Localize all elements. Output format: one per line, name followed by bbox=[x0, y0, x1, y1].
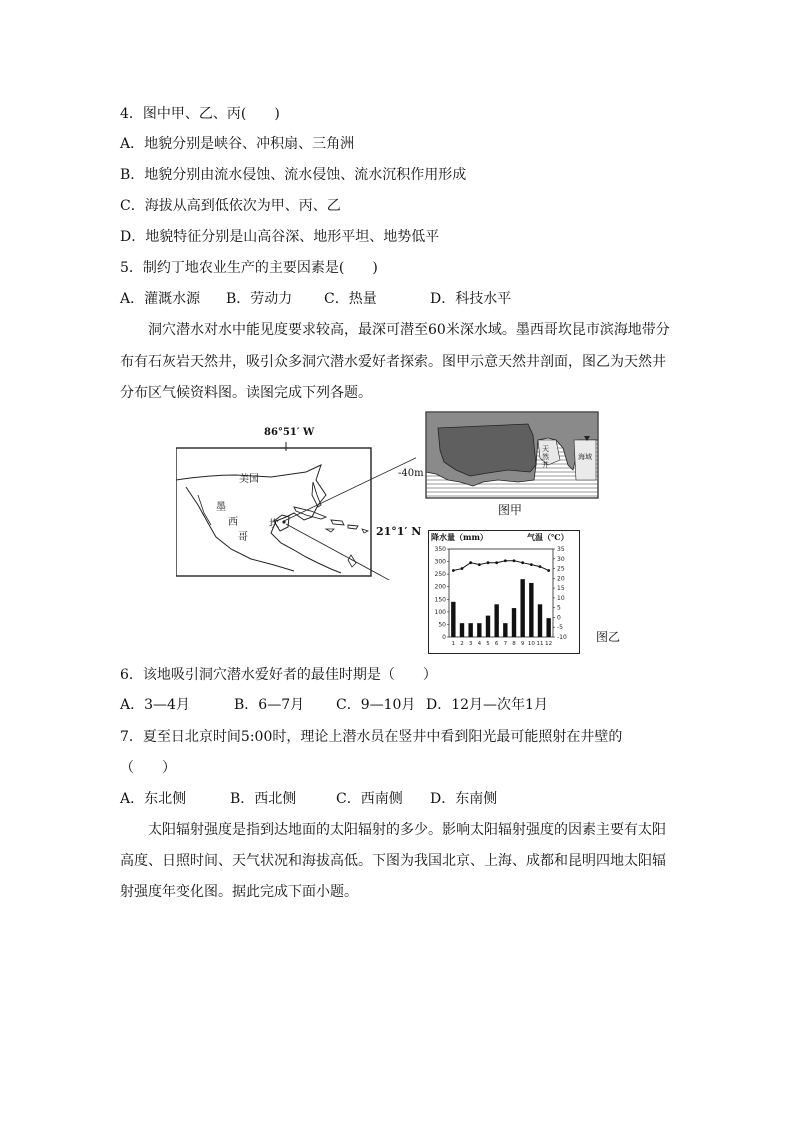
q5-options bbox=[120, 289, 511, 309]
precip-bar-9 bbox=[520, 579, 524, 637]
sea-label-1: 海 bbox=[578, 453, 585, 461]
map-latitude-label: 21°1′ N bbox=[376, 525, 422, 538]
q6-option-d: D．12月—次年1月 bbox=[426, 697, 548, 713]
left-tick-label: 250 bbox=[434, 571, 446, 579]
month-tick-label: 5 bbox=[486, 641, 490, 647]
left-tick-label: 150 bbox=[434, 596, 446, 604]
month-tick-label: 3 bbox=[468, 641, 473, 647]
month-tick-label: 10 bbox=[527, 641, 535, 647]
q7-stem: 7．夏至日北京时间5:00时，理论上潜水员在竖井中看到阳光最可能照射在井壁的 bbox=[120, 729, 623, 745]
q7-option-c: C．西南侧 bbox=[336, 791, 403, 807]
left-tick-label: 100 bbox=[434, 608, 446, 616]
figure-yi-caption: 图乙 bbox=[596, 630, 621, 644]
temperature-point-7 bbox=[504, 559, 507, 562]
temperature-point-11 bbox=[539, 565, 542, 568]
month-tick-label: 4 bbox=[477, 641, 482, 647]
right-tick-label: 35 bbox=[557, 546, 565, 553]
precip-bar-6 bbox=[494, 604, 498, 637]
month-tick-label: 1 bbox=[451, 641, 456, 647]
left-tick-label: 300 bbox=[434, 558, 446, 566]
map-label-cancun: 坎 bbox=[269, 519, 279, 530]
q4-stem: 4．图中甲、乙、丙( ) bbox=[120, 106, 280, 122]
q5-option-a: A．灌溉水源 bbox=[120, 291, 201, 307]
temperature-point-3 bbox=[469, 561, 472, 564]
left-tick-label: 50 bbox=[438, 621, 446, 629]
right-tick-label: 20 bbox=[557, 575, 565, 583]
passage1-line-2: 布有石灰岩天然井，吸引众多洞穴潜水爱好者探索。图甲示意天然井剖面，图乙为天然井 bbox=[120, 354, 666, 370]
q6-option-b: B．6—7月 bbox=[234, 697, 305, 713]
q4-option-c: C．海拔从高到低依次为甲、丙、乙 bbox=[120, 198, 341, 214]
passage2-line-2: 高度、日照时间、天气状况和海拔高低。下图为我国北京、上海、成都和昆明四地太阳辐 bbox=[120, 853, 666, 869]
q5-stem: 5．制约丁地农业生产的主要因素是( ) bbox=[120, 260, 378, 276]
precip-bar-2 bbox=[460, 623, 464, 637]
month-tick-label: 6 bbox=[494, 641, 499, 647]
map-longitude-label: 86°51′ W bbox=[264, 427, 315, 438]
temperature-point-1 bbox=[452, 569, 455, 572]
right-tick-label: 10 bbox=[557, 594, 565, 602]
precip-bar-5 bbox=[486, 616, 490, 637]
q5-option-b: B．劳动力 bbox=[226, 291, 293, 307]
depth-label: -40m bbox=[398, 468, 424, 479]
q5-option-d: D．科技水平 bbox=[430, 291, 512, 307]
q4-option-d: D．地貌特征分别是山高谷深、地形平坦、地势低平 bbox=[120, 229, 440, 245]
map-label-usa: 美国 bbox=[239, 474, 259, 485]
q7-option-b: B．西北侧 bbox=[230, 791, 297, 807]
cross-section-diagram bbox=[398, 410, 600, 502]
q7-options bbox=[120, 789, 497, 809]
month-tick-label: 7 bbox=[503, 641, 508, 647]
precip-bar-4 bbox=[477, 623, 481, 637]
passage1-line-1: 洞穴潜水对水中能见度要求较高，最深可潜至60米深水域。墨西哥坎昆市滨海地带分 bbox=[148, 322, 670, 338]
q6-option-a: A．3—4月 bbox=[120, 697, 190, 713]
right-tick-label: 30 bbox=[557, 555, 565, 563]
right-tick-label: -10 bbox=[557, 634, 567, 641]
right-tick-label: 0 bbox=[557, 614, 561, 622]
temperature-point-5 bbox=[487, 561, 490, 564]
passage2-line-1: 太阳辐射强度是指到达地面的太阳辐射的多少。影响太阳辐射强度的因素主要有太阳 bbox=[148, 822, 666, 838]
map-label-mexico-2: 西 bbox=[228, 517, 238, 528]
left-tick-label: 350 bbox=[434, 546, 446, 553]
left-tick-label: 200 bbox=[434, 583, 446, 591]
month-tick-label: 8 bbox=[512, 641, 516, 647]
precip-bar-10 bbox=[529, 583, 533, 637]
month-tick-label: 11 bbox=[536, 641, 544, 647]
temperature-point-2 bbox=[461, 567, 464, 570]
q7-option-d: D．东南侧 bbox=[430, 791, 498, 807]
q5-option-c: C．热量 bbox=[324, 291, 377, 307]
precip-bar-12 bbox=[546, 618, 550, 637]
map-label-mexico-1: 墨 bbox=[216, 502, 226, 513]
temperature-point-10 bbox=[530, 563, 533, 566]
passage1-line-3: 分布区气候资料图。读图完成下列各题。 bbox=[120, 385, 372, 401]
q4-option-b: B．地貌分别由流水侵蚀、流水侵蚀、流水沉积作用形成 bbox=[120, 167, 467, 183]
temperature-point-8 bbox=[513, 559, 516, 562]
chart-temp-axis-title: 气温（℃） bbox=[527, 532, 569, 542]
temperature-point-4 bbox=[478, 563, 481, 566]
month-tick-label: 2 bbox=[460, 641, 464, 647]
q7-option-a: A．东北侧 bbox=[120, 791, 187, 807]
temperature-point-12 bbox=[547, 569, 550, 572]
passage2-line-3: 射强度年变化图。据此完成下面小题。 bbox=[120, 884, 358, 900]
mexico-map bbox=[176, 425, 416, 580]
well-label-3: 井 bbox=[542, 461, 549, 469]
map-label-mexico-3: 哥 bbox=[238, 532, 248, 543]
q4-option-a: A．地貌分别是峡谷、冲积扇、三角洲 bbox=[120, 136, 355, 152]
q7-blank: （ ） bbox=[120, 760, 176, 776]
right-tick-label: 5 bbox=[557, 604, 561, 612]
temperature-line bbox=[453, 561, 548, 571]
month-tick-label: 12 bbox=[545, 641, 553, 647]
q6-option-c: C．9—10月 bbox=[336, 697, 416, 713]
well-label-2: 然 bbox=[542, 453, 549, 461]
q6-stem: 6．该地吸引洞穴潜水爱好者的最佳时期是（ ） bbox=[120, 667, 437, 683]
precip-bar-7 bbox=[503, 623, 507, 637]
right-tick-label: 25 bbox=[557, 565, 565, 573]
mexico-map-figure bbox=[176, 425, 416, 580]
figure-jia-caption: 图甲 bbox=[498, 503, 523, 517]
climate-chart-svg bbox=[429, 531, 579, 651]
precip-bar-11 bbox=[538, 604, 542, 637]
temperature-point-9 bbox=[521, 561, 524, 564]
right-tick-label: -5 bbox=[557, 624, 563, 632]
chart-precip-axis-title: 降水量（mm） bbox=[431, 532, 488, 542]
sea-label-2: 域 bbox=[585, 453, 592, 461]
right-tick-label: 15 bbox=[557, 585, 565, 593]
month-tick-label: 9 bbox=[520, 641, 525, 647]
q6-options bbox=[120, 695, 548, 715]
figure-jia bbox=[398, 410, 600, 520]
precip-bar-3 bbox=[468, 623, 472, 637]
precip-bar-8 bbox=[512, 608, 516, 637]
precip-bar-1 bbox=[451, 602, 455, 637]
left-tick-label: 0 bbox=[442, 634, 446, 641]
climate-chart bbox=[428, 530, 580, 654]
well-label-1: 天 bbox=[542, 445, 549, 453]
temperature-point-6 bbox=[495, 561, 498, 564]
